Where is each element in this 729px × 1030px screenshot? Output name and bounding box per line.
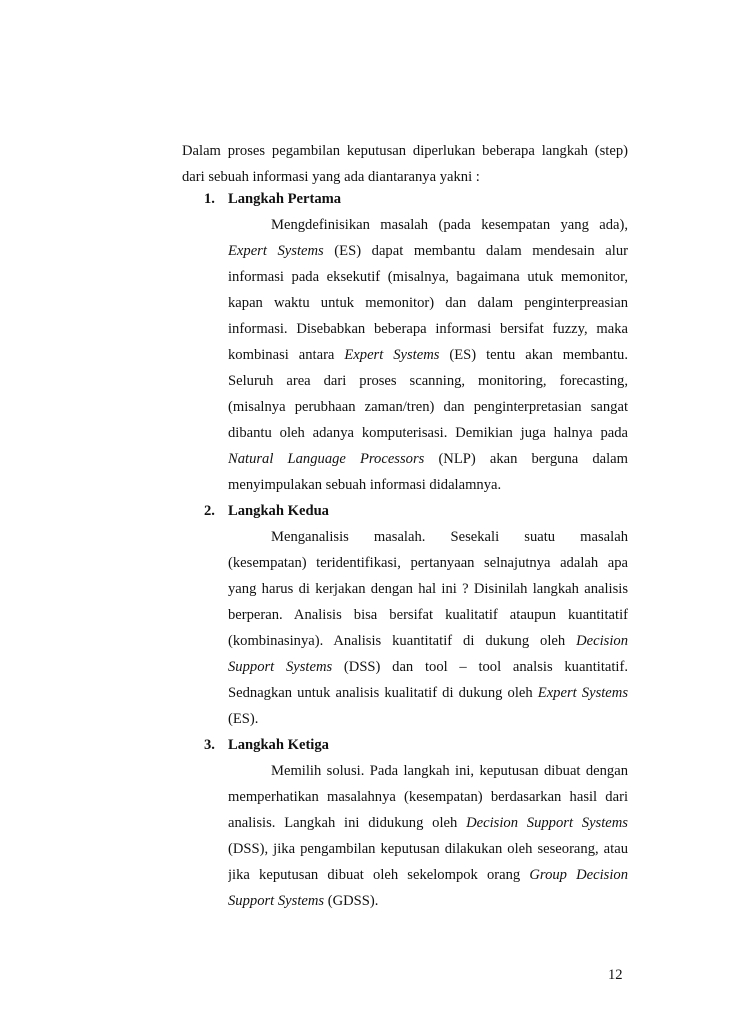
body-line: (DSS), jika pengambilan keputusan dilakukan oleh seseorang, atau <box>228 841 628 857</box>
body-line: (ES). <box>228 711 259 727</box>
list-item-body <box>182 758 628 914</box>
list-item-title: Langkah Kedua <box>228 503 329 519</box>
intro-paragraph <box>182 138 628 190</box>
body-line: kapan waktu untuk memonitor) dan dalam penginterpreasian <box>228 295 628 311</box>
body-line: (misalnya perubhaan zaman/tren) dan penginterpretasian sangat <box>228 399 628 415</box>
list-item-body <box>182 524 628 732</box>
body-line: menyimpulakan sebuah informasi didalamnya. <box>228 477 502 493</box>
body-line: kombinasi antara Expert Systems (ES) tentu akan membantu. <box>228 347 628 363</box>
body-line: informasi. Disebabkan beberapa informasi bersifat fuzzy, maka <box>228 321 628 337</box>
list-item-number: 1. <box>204 191 215 207</box>
body-line: analisis. Langkah ini didukung oleh Decision Support Systems <box>228 815 628 831</box>
body-line: Support Systems (GDSS). <box>228 893 379 909</box>
body-line: dibantu oleh adanya komputerisasi. Demikian juga halnya pada <box>228 425 628 441</box>
list-item-3 <box>182 732 628 914</box>
list-item-heading <box>182 732 628 758</box>
intro-line: dari sebuah informasi yang ada diantaranya yakni : <box>182 169 480 185</box>
body-line: Memilih solusi. Pada langkah ini, keputusan dibuat dengan <box>271 763 628 779</box>
body-line: jika keputusan dibuat oleh sekelompok orang Group Decision <box>228 867 628 883</box>
body-line: Natural Language Processors (NLP) akan berguna dalam <box>228 451 628 467</box>
list-item-body <box>182 212 628 498</box>
body-line: (kesempatan) teridentifikasi, pertanyaan selnajutnya adalah apa <box>228 555 628 571</box>
body-line: yang harus di kerjakan dengan hal ini ? Disinilah langkah analisis <box>228 581 628 597</box>
body-line: Mengdefinisikan masalah (pada kesempatan yang ada), <box>271 217 628 233</box>
list-item-2 <box>182 498 628 732</box>
body-line: Support Systems (DSS) dan tool – tool analsis kuantitatif. <box>228 659 628 675</box>
list-item-1 <box>182 186 628 498</box>
list-item-heading <box>182 498 628 524</box>
list-item-number: 3. <box>204 737 215 753</box>
body-line: informasi pada eksekutif (misalnya, bagaimana utuk memonitor, <box>228 269 628 285</box>
list-item-title: Langkah Ketiga <box>228 737 329 753</box>
body-line: Seluruh area dari proses scanning, monitoring, forecasting, <box>228 373 628 389</box>
page-number: 12 <box>608 967 623 983</box>
body-line: Sednagkan untuk analisis kualitatif di dukung oleh Expert Systems <box>228 685 628 701</box>
intro-line: Dalam proses pegambilan keputusan diperlukan beberapa langkah (step) <box>182 143 628 159</box>
list-item-title: Langkah Pertama <box>228 191 342 207</box>
body-line: Menganalisis masalah. Sesekali suatu masalah <box>271 529 628 545</box>
list-item-heading <box>182 186 628 212</box>
body-line: Expert Systems (ES) dapat membantu dalam mendesain alur <box>228 243 628 259</box>
list-item-number: 2. <box>204 503 215 519</box>
body-line: (kombinasinya). Analisis kuantitatif di dukung oleh Decision <box>228 633 628 649</box>
body-line: berperan. Analisis bisa bersifat kualitatif ataupun kuantitatif <box>228 607 628 623</box>
body-line: memperhatikan masalahnya (kesempatan) berdasarkan hasil dari <box>228 789 628 805</box>
